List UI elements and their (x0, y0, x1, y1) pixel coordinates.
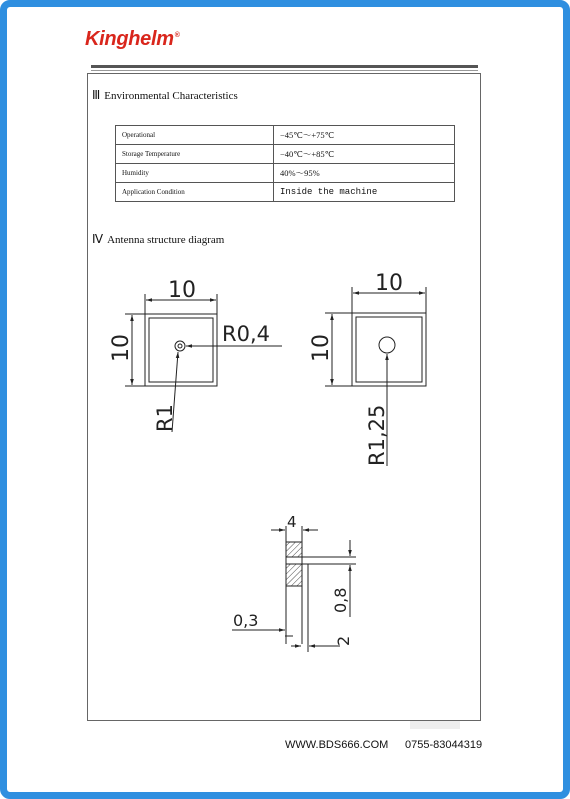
left-hole-inner (178, 344, 182, 348)
env-value: 40%～95% (274, 164, 455, 183)
side-left-dim: 0,3 (233, 611, 259, 630)
side-lower-hatch (286, 564, 302, 586)
left-view (125, 294, 282, 432)
right-inner-square (356, 317, 422, 382)
left-hole-label: R0,4 (222, 322, 270, 346)
env-label: Operational (116, 126, 274, 145)
env-value: −45℃～+75℃ (274, 126, 455, 145)
env-value: −40℃～+85℃ (274, 145, 455, 164)
right-hole-label: R1,25 (365, 404, 389, 466)
registered-mark: ® (174, 32, 180, 40)
left-corner-label: R1 (153, 404, 177, 432)
brand-name: Kinghelm (85, 28, 174, 50)
side-top-dim: 4 (287, 513, 297, 531)
right-hole (379, 337, 395, 353)
right-side-dim: 10 (309, 334, 334, 362)
left-inner-square (149, 318, 213, 382)
env-label: Storage Temperature (116, 145, 274, 164)
section-antenna-title: Antenna structure diagram (107, 234, 225, 246)
left-outer-square (145, 314, 217, 386)
footer-url[interactable]: WWW.BDS666.COM (285, 739, 389, 751)
left-hole (175, 341, 185, 351)
left-side-dim: 10 (109, 334, 134, 362)
section-antenna-number: Ⅳ (92, 232, 104, 246)
right-outer-square (352, 313, 426, 386)
env-label: Humidity (116, 164, 274, 183)
footer-phone: 0755-83044319 (405, 739, 483, 751)
env-value: Inside the machine (274, 183, 455, 202)
left-top-dim: 10 (168, 278, 196, 303)
right-top-dim: 10 (375, 271, 403, 296)
side-right-dim: 0,8 (331, 587, 350, 613)
section-env-title: Environmental Characteristics (104, 90, 238, 102)
side-upper-hatch (286, 542, 302, 557)
section-env-number: Ⅲ (92, 88, 101, 102)
env-label: Application Condition (116, 183, 274, 202)
side-bottom-dim: 2 (334, 635, 353, 646)
page-mark (410, 721, 460, 729)
